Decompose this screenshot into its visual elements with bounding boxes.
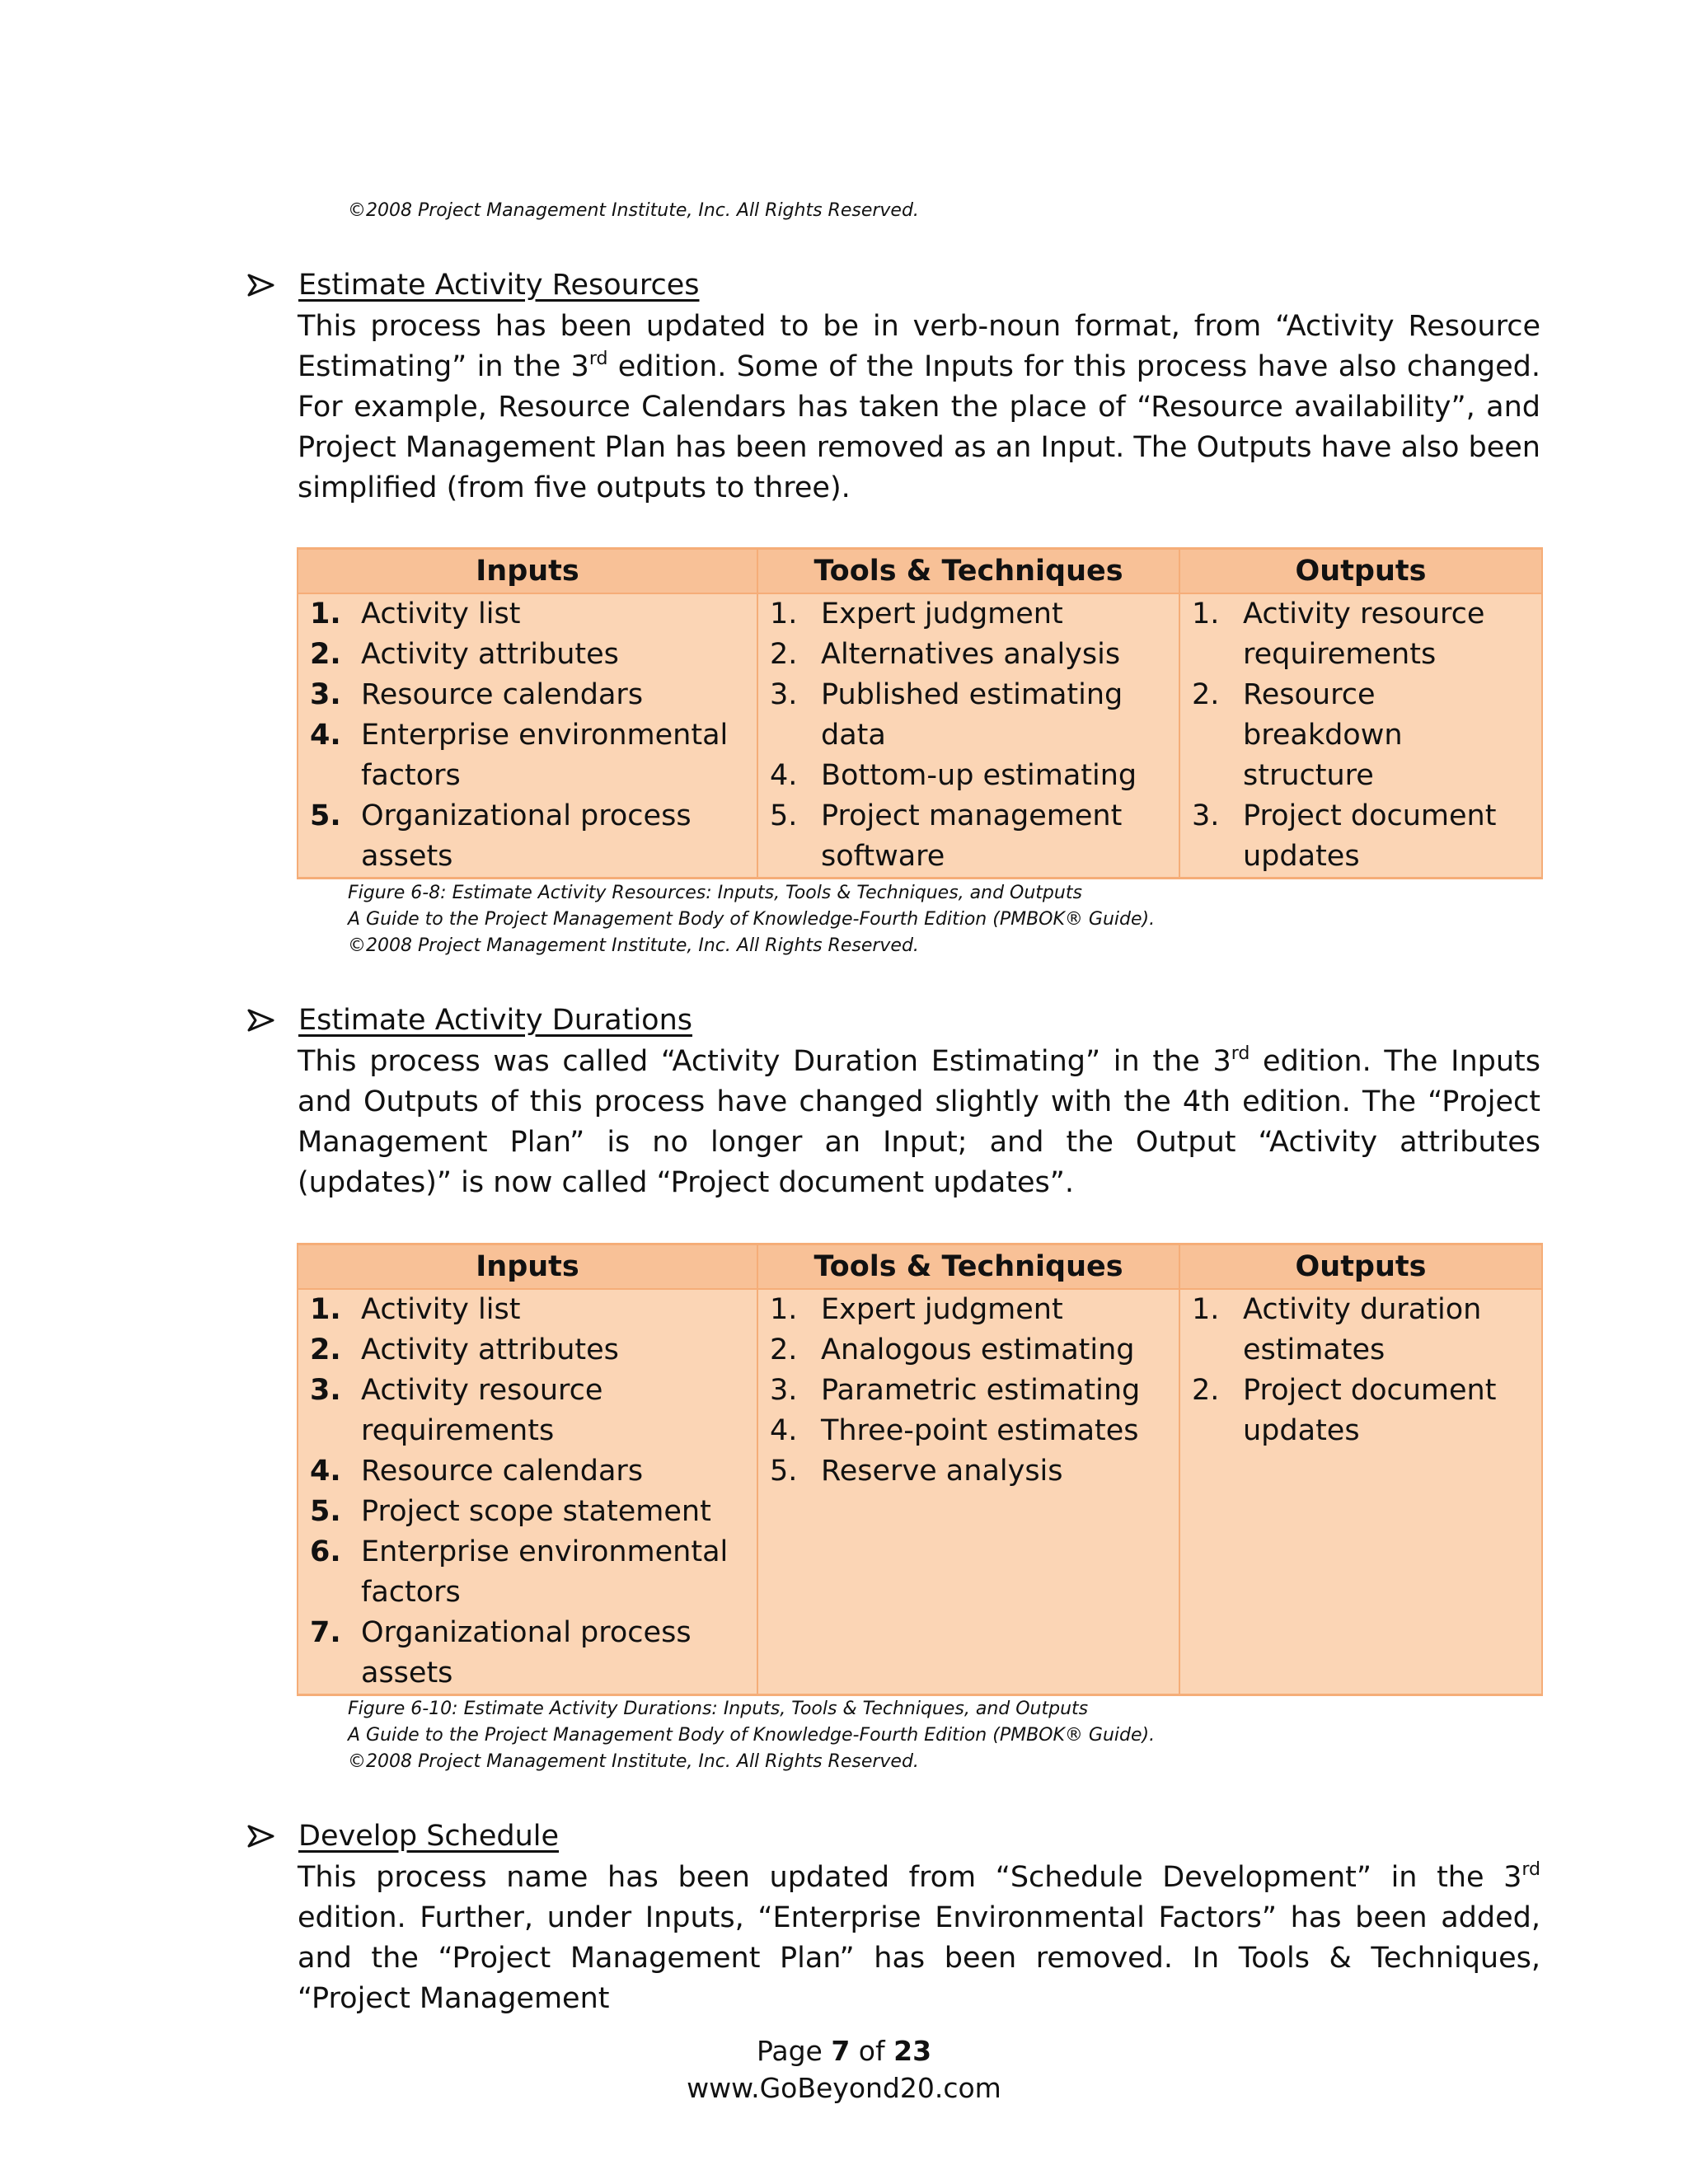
ordinal-superscript: rd	[588, 349, 608, 369]
figure-caption	[348, 1696, 1337, 1775]
list-item	[310, 1532, 750, 1613]
item-number: 5.	[770, 799, 798, 832]
item-number: 4.	[310, 1455, 341, 1488]
item-number: 2.	[1192, 678, 1220, 711]
list-item	[310, 1613, 750, 1694]
inputs-list	[310, 594, 750, 877]
item-text: Three-point estimates	[821, 1414, 1139, 1447]
outputs-cell	[1179, 1289, 1542, 1695]
list-item	[770, 1290, 1172, 1330]
inputs-cell	[298, 1289, 757, 1695]
section-heading: Estimate Activity Durations	[298, 1004, 692, 1037]
ordinal-superscript: rd	[1231, 1043, 1250, 1064]
arrow-bullet-icon	[247, 1008, 275, 1033]
page-number: 7	[831, 2035, 851, 2067]
list-item	[770, 1411, 1172, 1451]
list-item	[770, 635, 1172, 675]
paragraph-text: This process name has been updated from “Schedule Development” in the 3	[298, 1861, 1522, 1894]
item-number: 4.	[310, 719, 341, 752]
list-item	[310, 715, 750, 796]
item-text: Expert judgment	[821, 598, 1063, 630]
page-number-line	[0, 2032, 1688, 2069]
list-item	[310, 1290, 750, 1330]
column-header-tools: Tools & Techniques	[757, 549, 1179, 594]
item-text: Activity resource requirements	[1243, 598, 1485, 671]
tools-cell	[757, 593, 1179, 879]
item-text: Alternatives analysis	[821, 638, 1121, 671]
list-item	[310, 635, 750, 675]
list-item	[1192, 594, 1535, 675]
section-heading-row	[247, 1002, 692, 1038]
top-copyright-caption	[348, 198, 1337, 224]
section-heading: Estimate Activity Resources	[298, 269, 700, 302]
item-number: 7.	[310, 1616, 341, 1649]
item-number: 3.	[310, 678, 341, 711]
arrow-bullet-icon	[247, 273, 275, 298]
item-number: 4.	[770, 759, 798, 792]
page-footer	[0, 2032, 1688, 2107]
outputs-list	[1192, 1290, 1535, 1451]
item-number: 4.	[770, 1414, 798, 1447]
list-item	[770, 1330, 1172, 1371]
section-paragraph	[298, 307, 1540, 509]
list-item	[310, 1330, 750, 1371]
item-text: Resource calendars	[361, 678, 644, 711]
item-text: Project document updates	[1243, 799, 1497, 873]
item-text: Reserve analysis	[821, 1455, 1063, 1488]
inputs-list	[310, 1290, 750, 1694]
item-number: 1.	[1192, 1293, 1220, 1326]
item-number: 2.	[310, 1333, 341, 1366]
website-url: www.GoBeyond20.com	[687, 2072, 1001, 2104]
list-item	[770, 675, 1172, 756]
paragraph-text: This process was called “Activity Duration Estimating” in the 3	[298, 1045, 1231, 1078]
item-text: Organizational process assets	[361, 1616, 692, 1690]
item-number: 5.	[310, 1495, 341, 1528]
page-label: Page	[756, 2035, 823, 2067]
item-text: Activity attributes	[361, 1333, 619, 1366]
list-item	[770, 756, 1172, 796]
item-number: 5.	[310, 799, 341, 832]
caption-guide-line: A Guide to the Project Management Body of Knowledge-Fourth Edition (PMBOK® Guide).	[348, 909, 1156, 930]
item-text: Project document updates	[1243, 1374, 1497, 1447]
list-item	[1192, 675, 1535, 796]
list-item	[310, 796, 750, 877]
item-number: 2.	[770, 1333, 798, 1366]
section-paragraph	[298, 1042, 1540, 1203]
item-number: 1.	[770, 598, 798, 630]
caption-copyright-line: ©2008 Project Management Institute, Inc. All Rights Reserved.	[348, 200, 919, 221]
item-text: Activity resource requirements	[361, 1374, 603, 1447]
item-text: Analogous estimating	[821, 1333, 1135, 1366]
item-text: Resource breakdown structure	[1243, 678, 1403, 792]
figure-caption	[348, 880, 1337, 959]
item-number: 3.	[770, 678, 798, 711]
ito-table-estimate-activity-resources	[297, 547, 1543, 879]
item-text: Activity list	[361, 1293, 521, 1326]
caption-copyright-line: ©2008 Project Management Institute, Inc. All Rights Reserved.	[348, 1751, 919, 1772]
item-text: Activity duration estimates	[1243, 1293, 1482, 1366]
item-number: 1.	[1192, 598, 1220, 630]
paragraph-text: edition. The Inputs and Outputs of this process have changed slightly with the 4th edition. The “Project Management Plan” is no longer an Input; and the Output “Activity attributes (updates)” is now called “Project document updates”.	[298, 1045, 1540, 1199]
item-text: Bottom-up estimating	[821, 759, 1137, 792]
paragraph-text: edition. Some of the Inputs for this process have also changed. For example, Resource Calendars has taken the place of “Resource availability”, and Project Management Plan has been removed as an Input. The Outputs have also been simplified (from five outputs to three).	[298, 350, 1540, 504]
item-text: Organizational process assets	[361, 799, 692, 873]
item-text: Published estimating data	[821, 678, 1123, 752]
list-item	[1192, 1371, 1535, 1451]
tools-list	[770, 1290, 1172, 1492]
item-text: Resource calendars	[361, 1455, 644, 1488]
item-number: 1.	[310, 598, 341, 630]
ito-table-estimate-activity-durations	[297, 1243, 1543, 1696]
column-header-outputs: Outputs	[1179, 549, 1542, 594]
tools-cell	[757, 1289, 1179, 1695]
item-text: Parametric estimating	[821, 1374, 1141, 1407]
item-text: Enterprise environmental factors	[361, 719, 729, 792]
caption-guide-line: A Guide to the Project Management Body of Knowledge-Fourth Edition (PMBOK® Guide).	[348, 1725, 1156, 1746]
item-text: Project management software	[821, 799, 1123, 873]
item-number: 2.	[310, 638, 341, 671]
item-number: 3.	[310, 1374, 341, 1407]
list-item	[770, 1371, 1172, 1411]
item-number: 6.	[310, 1535, 341, 1568]
item-text: Activity list	[361, 598, 521, 630]
section-heading: Develop Schedule	[298, 1820, 560, 1853]
section-heading-row	[247, 1818, 559, 1854]
paragraph-text: This process has been updated to be in verb-noun format, from “Activity Resource Estimating” in the 3	[298, 310, 1540, 383]
column-header-outputs: Outputs	[1179, 1244, 1542, 1290]
inputs-cell	[298, 593, 757, 879]
caption-figure-line: Figure 6-8: Estimate Activity Resources: Inputs, Tools & Techniques, and Outputs	[348, 883, 1082, 903]
list-item	[1192, 796, 1535, 877]
ordinal-superscript: rd	[1522, 1859, 1540, 1880]
list-item	[310, 675, 750, 715]
item-number: 1.	[770, 1293, 798, 1326]
list-item	[310, 1492, 750, 1532]
outputs-list	[1192, 594, 1535, 877]
of-label: of	[858, 2035, 885, 2067]
caption-figure-line: Figure 6-10: Estimate Activity Durations: Inputs, Tools & Techniques, and Outputs	[348, 1699, 1089, 1719]
list-item	[310, 1451, 750, 1492]
list-item	[770, 594, 1172, 635]
item-text: Expert judgment	[821, 1293, 1063, 1326]
list-item	[310, 594, 750, 635]
item-number: 1.	[310, 1293, 341, 1326]
page-total: 23	[893, 2035, 932, 2067]
caption-copyright-line: ©2008 Project Management Institute, Inc. All Rights Reserved.	[348, 935, 919, 956]
item-number: 2.	[770, 638, 798, 671]
tools-list	[770, 594, 1172, 877]
column-header-inputs: Inputs	[298, 1244, 757, 1290]
arrow-bullet-icon	[247, 1824, 275, 1849]
item-number: 3.	[1192, 799, 1220, 832]
section-heading-row	[247, 267, 699, 303]
column-header-inputs: Inputs	[298, 549, 757, 594]
section-paragraph	[298, 1858, 1540, 2015]
outputs-cell	[1179, 593, 1542, 879]
list-item	[770, 796, 1172, 877]
paragraph-text: edition. Further, under Inputs, “Enterprise Environmental Factors” has been added, and the “Project Management Plan” has been removed. In Tools & Techniques, “Project Management	[298, 1901, 1540, 2015]
list-item	[310, 1371, 750, 1451]
item-text: Project scope statement	[361, 1495, 711, 1528]
list-item	[770, 1451, 1172, 1492]
item-number: 5.	[770, 1455, 798, 1488]
list-item	[1192, 1290, 1535, 1371]
item-text: Activity attributes	[361, 638, 619, 671]
column-header-tools: Tools & Techniques	[757, 1244, 1179, 1290]
item-number: 2.	[1192, 1374, 1220, 1407]
item-text: Enterprise environmental factors	[361, 1535, 729, 1609]
item-number: 3.	[770, 1374, 798, 1407]
